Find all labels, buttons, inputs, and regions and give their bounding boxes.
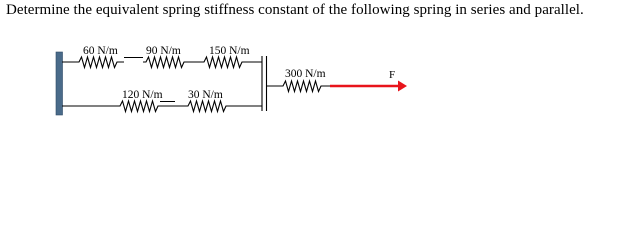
force-arrow — [330, 81, 407, 92]
top-branch — [62, 57, 262, 68]
force-label: F — [389, 69, 396, 81]
spring-60 — [62, 57, 124, 68]
spring-90-label: 90 N/m — [146, 45, 181, 57]
spring-150-label: 150 N/m — [209, 45, 250, 57]
question-text: Determine the equivalent spring stiffness constant of the following spring in series and parallel. — [6, 2, 584, 18]
spring-120-label: 120 N/m — [122, 89, 163, 101]
connecting-plate — [262, 56, 267, 111]
spring-120 — [62, 101, 170, 112]
spring-300 — [267, 81, 331, 92]
spring-60-label: 60 N/m — [83, 45, 118, 57]
spring-90 — [143, 57, 202, 68]
spring-30-label: 30 N/m — [188, 89, 223, 101]
bottom-branch — [62, 101, 262, 112]
spring-30 — [170, 101, 262, 112]
spring-300-label: 300 N/m — [285, 68, 326, 80]
spring-150 — [202, 57, 262, 68]
fixed-wall — [56, 52, 63, 115]
